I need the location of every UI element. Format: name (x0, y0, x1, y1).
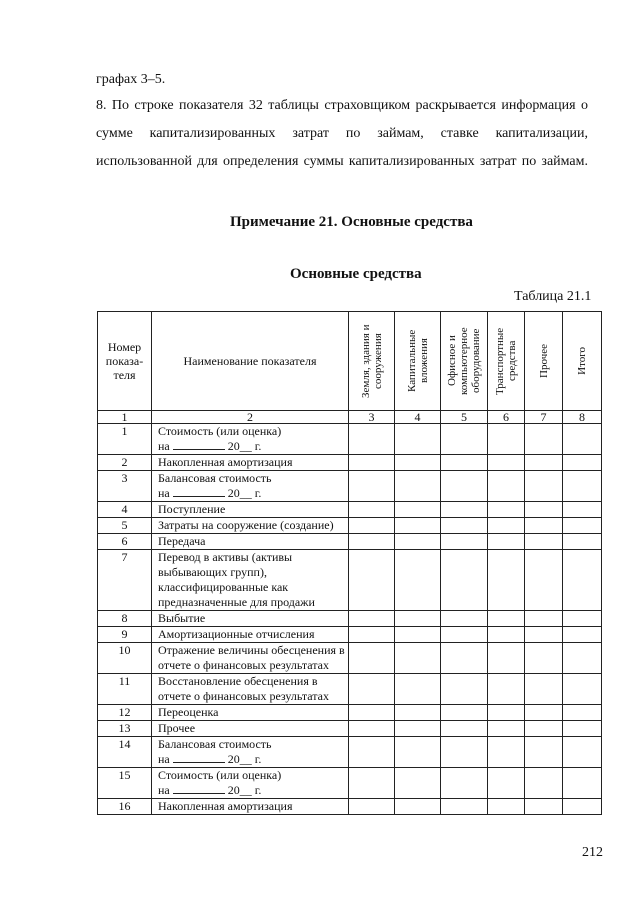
value-cell (488, 721, 525, 737)
row-number: 15 (98, 768, 152, 799)
value-cell (395, 674, 441, 705)
value-cell (441, 768, 488, 799)
value-cell (395, 627, 441, 643)
value-cell (441, 627, 488, 643)
value-cell (525, 611, 563, 627)
row-label: Стоимость (или оценка) (158, 768, 282, 782)
row-number: 8 (98, 611, 152, 627)
row-number: 7 (98, 550, 152, 611)
col-number: 7 (525, 411, 563, 424)
value-cell (349, 471, 395, 502)
date-line (158, 486, 348, 501)
value-cell (563, 455, 602, 471)
value-cell (395, 611, 441, 627)
date-blank (173, 439, 225, 450)
value-cell (395, 534, 441, 550)
value-cell (525, 721, 563, 737)
table-row (98, 518, 602, 534)
row-number: 11 (98, 674, 152, 705)
value-cell (441, 705, 488, 721)
row-label-cell (152, 518, 349, 534)
value-cell (395, 424, 441, 455)
header-total: Итого (563, 312, 602, 411)
row-number: 9 (98, 627, 152, 643)
value-cell (395, 455, 441, 471)
col-number: 4 (395, 411, 441, 424)
row-label: Балансовая стоимость (158, 737, 272, 751)
value-cell (525, 518, 563, 534)
value-cell (395, 799, 441, 815)
value-cell (349, 737, 395, 768)
value-cell (441, 674, 488, 705)
row-label-cell (152, 534, 349, 550)
table-row (98, 674, 602, 705)
header-vehicles: Транспортные средства (488, 312, 525, 411)
date-prefix: на (158, 486, 170, 500)
table-row (98, 534, 602, 550)
value-cell (488, 643, 525, 674)
row-number: 4 (98, 502, 152, 518)
table-row (98, 471, 602, 502)
value-cell (349, 534, 395, 550)
value-cell (349, 518, 395, 534)
header-capital-investments: Капитальные вложения (395, 312, 441, 411)
value-cell (441, 534, 488, 550)
header-row (98, 312, 602, 411)
date-prefix: на (158, 783, 170, 797)
table-row (98, 455, 602, 471)
value-cell (525, 705, 563, 721)
value-cell (563, 424, 602, 455)
value-cell (525, 768, 563, 799)
col-number: 2 (152, 411, 349, 424)
row-label-cell (152, 643, 349, 674)
row-number: 16 (98, 799, 152, 815)
row-label: Переоценка (158, 705, 219, 719)
row-label-cell (152, 455, 349, 471)
date-year: 20__ г. (227, 783, 262, 797)
value-cell (563, 674, 602, 705)
value-cell (563, 502, 602, 518)
value-cell (563, 534, 602, 550)
value-cell (395, 502, 441, 518)
col-number: 8 (563, 411, 602, 424)
value-cell (395, 721, 441, 737)
col-number: 6 (488, 411, 525, 424)
value-cell (525, 737, 563, 768)
value-cell (441, 424, 488, 455)
row-number: 13 (98, 721, 152, 737)
value-cell (441, 518, 488, 534)
value-cell (395, 518, 441, 534)
row-label: Прочее (158, 721, 196, 735)
page-number: 212 (582, 845, 603, 860)
value-cell (525, 502, 563, 518)
paragraph-8: 8. По строке показателя 32 таблицы страховщиком раскрывается информация о сумме капитализированных затрат по займам, ставке капитализации, использованной для определения суммы капитализированных затрат по займам. (96, 98, 588, 169)
row-label-cell (152, 502, 349, 518)
value-cell (441, 502, 488, 518)
table-row (98, 502, 602, 518)
col-number: 1 (98, 411, 152, 424)
table-number: Таблица 21.1 (514, 289, 592, 304)
value-cell (441, 471, 488, 502)
table-row (98, 643, 602, 674)
value-cell (349, 455, 395, 471)
table-row (98, 768, 602, 799)
value-cell (563, 768, 602, 799)
col-number: 5 (441, 411, 488, 424)
value-cell (488, 424, 525, 455)
value-cell (441, 643, 488, 674)
value-cell (349, 550, 395, 611)
value-cell (441, 721, 488, 737)
row-label-cell (152, 550, 349, 611)
header-name: Наименование показателя (152, 312, 349, 411)
row-label: Накопленная амортизация (158, 455, 293, 469)
value-cell (563, 627, 602, 643)
value-cell (349, 674, 395, 705)
table-row (98, 799, 602, 815)
date-line (158, 783, 348, 798)
row-label: Передача (158, 534, 206, 548)
row-label: Стоимость (или оценка) (158, 424, 282, 438)
value-cell (441, 455, 488, 471)
row-label: Поступление (158, 502, 226, 516)
row-number: 10 (98, 643, 152, 674)
row-label: Затраты на сооружение (создание) (158, 518, 334, 532)
value-cell (441, 550, 488, 611)
row-number: 1 (98, 424, 152, 455)
date-blank (173, 783, 225, 794)
value-cell (395, 768, 441, 799)
row-number: 2 (98, 455, 152, 471)
value-cell (349, 424, 395, 455)
row-label-cell (152, 705, 349, 721)
table-row (98, 550, 602, 611)
value-cell (488, 611, 525, 627)
value-cell (488, 455, 525, 471)
value-cell (441, 737, 488, 768)
value-cell (488, 768, 525, 799)
table-row (98, 424, 602, 455)
date-year: 20__ г. (227, 486, 262, 500)
row-label: Выбытие (158, 611, 206, 625)
value-cell (488, 534, 525, 550)
table-row (98, 705, 602, 721)
note-heading: Примечание 21. Основные средства (230, 214, 473, 230)
date-blank (173, 486, 225, 497)
row-label-cell (152, 471, 349, 502)
row-label: Перевод в активы (активы выбывающих групп), классифицированные как предназначенные для продажи (158, 550, 315, 609)
row-label-cell (152, 799, 349, 815)
value-cell (349, 611, 395, 627)
row-number: 12 (98, 705, 152, 721)
value-cell (488, 737, 525, 768)
value-cell (563, 799, 602, 815)
value-cell (563, 721, 602, 737)
row-label-cell (152, 768, 349, 799)
column-number-row (98, 411, 602, 424)
date-prefix: на (158, 439, 170, 453)
header-num: Номер показа-теля (98, 312, 152, 411)
header-office-equipment: Офисное и компьютерное оборудование (441, 312, 488, 411)
value-cell (349, 799, 395, 815)
table-row (98, 721, 602, 737)
value-cell (563, 705, 602, 721)
row-number: 3 (98, 471, 152, 502)
value-cell (525, 534, 563, 550)
value-cell (488, 674, 525, 705)
value-cell (525, 674, 563, 705)
row-label-cell (152, 611, 349, 627)
value-cell (563, 737, 602, 768)
value-cell (349, 768, 395, 799)
row-label: Восстановление обесценения в отчете о финансовых результатах (158, 674, 329, 703)
value-cell (563, 643, 602, 674)
value-cell (563, 550, 602, 611)
value-cell (441, 611, 488, 627)
date-prefix: на (158, 752, 170, 766)
value-cell (563, 518, 602, 534)
row-label: Балансовая стоимость (158, 471, 272, 485)
value-cell (395, 737, 441, 768)
row-label-cell (152, 424, 349, 455)
value-cell (488, 627, 525, 643)
value-cell (395, 471, 441, 502)
col-number: 3 (349, 411, 395, 424)
value-cell (395, 705, 441, 721)
date-year: 20__ г. (227, 439, 262, 453)
row-label: Амортизационные отчисления (158, 627, 315, 641)
table-row (98, 627, 602, 643)
table-row (98, 611, 602, 627)
intro-fragment: графах 3–5. (96, 72, 166, 87)
table-row (98, 737, 602, 768)
row-number: 5 (98, 518, 152, 534)
date-line (158, 752, 348, 767)
value-cell (441, 799, 488, 815)
value-cell (349, 502, 395, 518)
row-label-cell (152, 737, 349, 768)
row-number: 6 (98, 534, 152, 550)
value-cell (525, 455, 563, 471)
value-cell (488, 550, 525, 611)
value-cell (349, 643, 395, 674)
row-number: 14 (98, 737, 152, 768)
row-label-cell (152, 721, 349, 737)
value-cell (395, 643, 441, 674)
value-cell (349, 705, 395, 721)
value-cell (488, 799, 525, 815)
value-cell (525, 550, 563, 611)
date-line (158, 439, 348, 454)
value-cell (525, 471, 563, 502)
value-cell (349, 721, 395, 737)
value-cell (395, 550, 441, 611)
value-cell (488, 471, 525, 502)
header-other: Прочее (525, 312, 563, 411)
date-year: 20__ г. (227, 752, 262, 766)
value-cell (525, 799, 563, 815)
row-label: Отражение величины обесценения в отчете о финансовых результатах (158, 643, 345, 672)
value-cell (525, 643, 563, 674)
value-cell (563, 471, 602, 502)
value-cell (525, 627, 563, 643)
row-label-cell (152, 674, 349, 705)
header-land-buildings: Земля, здания и сооружения (349, 312, 395, 411)
value-cell (563, 611, 602, 627)
table-title: Основные средства (290, 266, 422, 282)
value-cell (488, 705, 525, 721)
fixed-assets-table (97, 311, 602, 815)
value-cell (488, 502, 525, 518)
row-label-cell (152, 627, 349, 643)
row-label: Накопленная амортизация (158, 799, 293, 813)
value-cell (525, 424, 563, 455)
value-cell (488, 518, 525, 534)
date-blank (173, 752, 225, 763)
value-cell (349, 627, 395, 643)
